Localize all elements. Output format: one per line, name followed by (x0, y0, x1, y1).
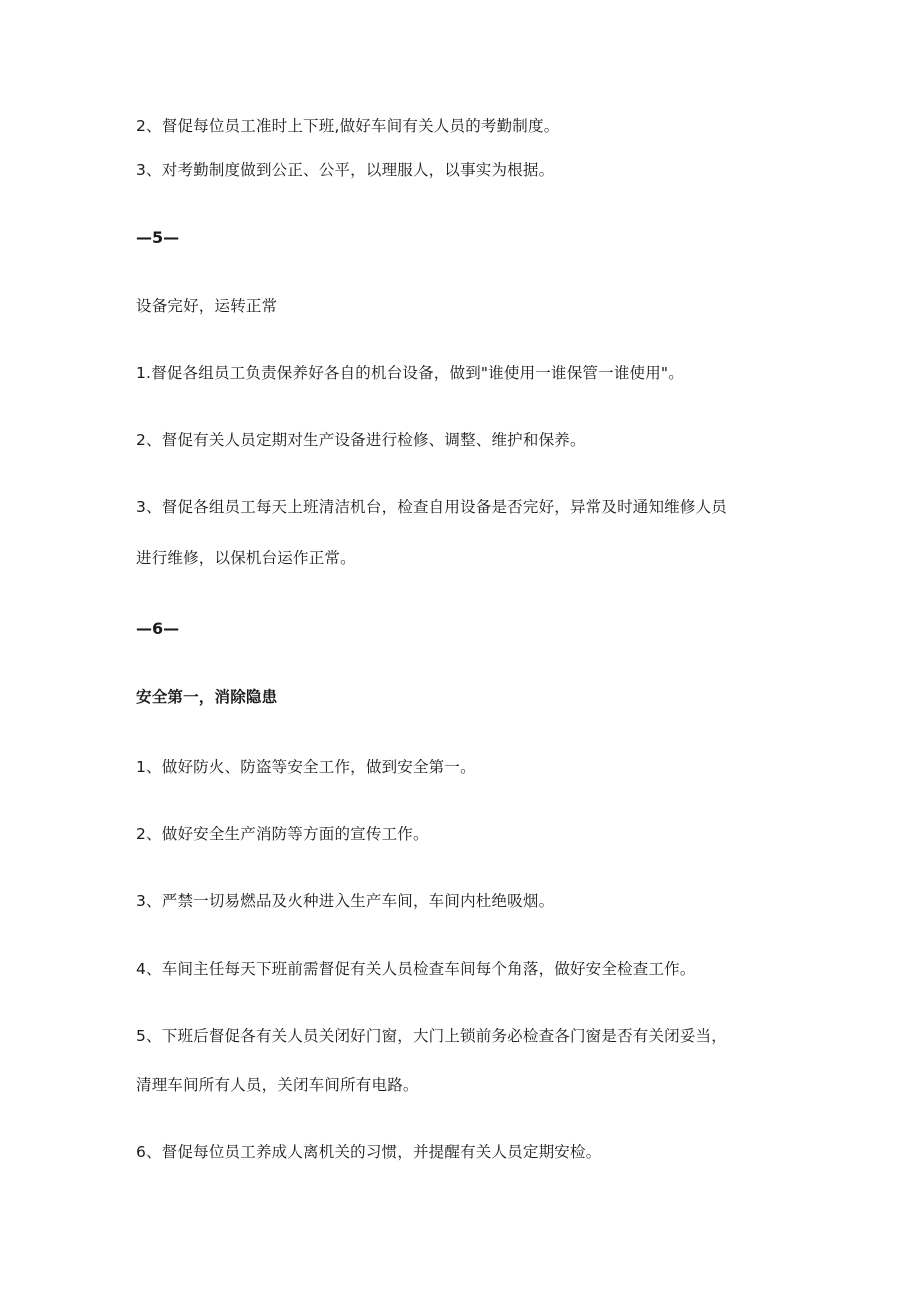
equipment-item-2: 2、督促有关人员定期对生产设备进行检修、调整、维护和保养。 (136, 431, 586, 449)
section-number-5: —5— (136, 228, 180, 247)
equipment-item-1: 1.督促各组员工负责保养好各自的机台设备，做到"谁使用一谁保管一谁使用"。 (136, 364, 684, 382)
safety-item-1: 1、做好防火、防盗等安全工作，做到安全第一。 (136, 758, 476, 776)
section-number-6: —6— (136, 619, 180, 638)
safety-item-2: 2、做好安全生产消防等方面的宣传工作。 (136, 825, 429, 843)
safety-item-5-continued: 清理车间所有人员，关闭车间所有电路。 (136, 1076, 419, 1094)
section-heading-safety: 安全第一，消除隐患 (136, 688, 278, 706)
safety-item-4: 4、车间主任每天下班前需督促有关人员检查车间每个角落，做好安全检查工作。 (136, 960, 696, 978)
equipment-item-3-continued: 进行维修，以保机台运作正常。 (136, 549, 356, 567)
safety-item-5: 5、下班后督促各有关人员关闭好门窗，大门上锁前务必检查各门窗是否有关闭妥当， (136, 1027, 727, 1045)
attendance-item-3: 3、对考勤制度做到公正、公平，以理服人，以事实为根据。 (136, 161, 555, 179)
section-heading-equipment: 设备完好，运转正常 (136, 297, 278, 315)
safety-item-3: 3、严禁一切易燃品及火种进入生产车间，车间内杜绝吸烟。 (136, 892, 555, 910)
attendance-item-2: 2、督促每位员工准时上下班,做好车间有关人员的考勤制度。 (136, 117, 560, 135)
equipment-item-3: 3、督促各组员工每天上班清洁机台，检查自用设备是否完好，异常及时通知维修人员 (136, 498, 727, 516)
safety-item-6: 6、督促每位员工养成人离机关的习惯，并提醒有关人员定期安检。 (136, 1143, 602, 1161)
